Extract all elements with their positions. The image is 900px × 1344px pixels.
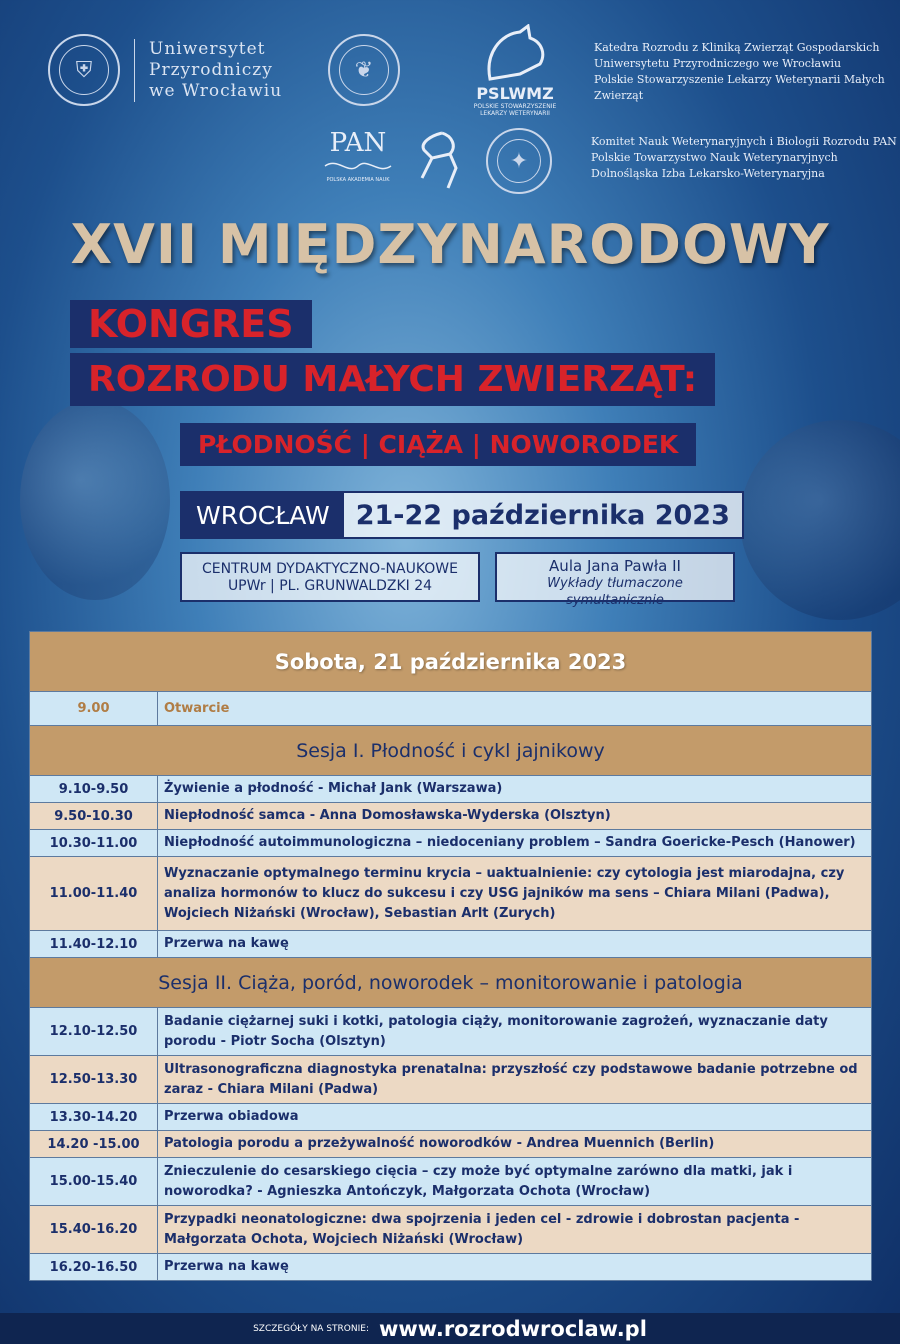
desc-cell: Ultrasonograficzna diagnostyka prenatalna: przyszłość czy podstawowe badanie potrzebne od zaraz - Chiara Milani (Padwa) xyxy=(158,1056,872,1104)
table-row xyxy=(30,1008,872,1056)
table-row xyxy=(30,830,872,857)
university-name-line: Przyrodniczy xyxy=(149,59,273,80)
bird-icon: ✦ xyxy=(497,139,541,183)
pslwmz-fullname-line: POLSKIE STOWARZYSZENIE xyxy=(473,103,557,110)
time-cell: 9.10-9.50 xyxy=(30,776,158,803)
dog-cat-icon xyxy=(480,24,550,84)
main-title: XVII MIĘDZYNARODOWY xyxy=(70,213,830,276)
horse-icon xyxy=(412,128,467,193)
session-header-row xyxy=(30,726,872,776)
pslwmz-logo xyxy=(460,24,570,124)
table-row xyxy=(30,1131,872,1158)
day-header: Sobota, 21 października 2023 xyxy=(30,632,872,692)
event-dates: 21-22 października 2023 xyxy=(344,493,742,537)
table-row xyxy=(30,931,872,958)
crest-icon: ⛨ xyxy=(59,45,109,95)
subtitle: ROZRODU MAŁYCH ZWIERZĄT: xyxy=(70,353,715,406)
university-logo xyxy=(48,34,282,106)
table-row xyxy=(30,692,872,726)
pslwmz-fullname-line: LEKARZY WETERYNARII xyxy=(480,110,550,117)
time-cell: 15.00-15.40 xyxy=(30,1158,158,1206)
desc-cell: Badanie ciężarnej suki i kotki, patologia ciąży, monitorowanie zagrożeń, wyznaczanie daty porodu - Piotr Socha (Olsztyn) xyxy=(158,1008,872,1056)
translation-note: Wykłady tłumaczone symultanicznie xyxy=(547,576,683,608)
time-cell: 14.20 -15.00 xyxy=(30,1131,158,1158)
venue-line: UPWr | PL. GRUNWALDZKI 24 xyxy=(227,578,433,594)
schedule-table xyxy=(29,631,872,1281)
event-city: WROCŁAW xyxy=(182,493,344,537)
time-cell: 10.30-11.00 xyxy=(30,830,158,857)
desc-cell: Niepłodność samca - Anna Domosławska-Wyderska (Olsztyn) xyxy=(158,803,872,830)
desc-cell: Przerwa na kawę xyxy=(158,931,872,958)
website-link[interactable]: www.rozrodwroclaw.pl xyxy=(378,1316,647,1341)
table-row xyxy=(30,1104,872,1131)
desc-cell: Żywienie a płodność - Michał Jank (Warszawa) xyxy=(158,776,872,803)
faculty-seal xyxy=(328,34,400,106)
pan-abbr: PAN xyxy=(329,128,387,158)
background-cell-right xyxy=(740,420,900,620)
time-cell: 12.50-13.30 xyxy=(30,1056,158,1104)
organizer-line: Uniwersytetu Przyrodniczego we Wrocławiu xyxy=(594,57,842,70)
time-cell: 9.50-10.30 xyxy=(30,803,158,830)
venue-aula xyxy=(495,552,735,608)
desc-cell: Przypadki neonatologiczne: dwa spojrzenia i jeden cel - zdrowie i dobrostan pacjenta - Małgorzata Ochota, Wojciech Niżański (Wrocław) xyxy=(158,1206,872,1254)
pan-fullname: POLSKA AKADEMIA NAUK xyxy=(326,177,390,183)
venue-address xyxy=(180,552,480,602)
time-cell: 15.40-16.20 xyxy=(30,1206,158,1254)
footer-bar xyxy=(0,1313,900,1344)
session-title: Sesja II. Ciąża, poród, noworodek – monitorowanie i patologia xyxy=(30,958,872,1008)
horse-logo xyxy=(412,128,467,193)
time-cell: 13.30-14.20 xyxy=(30,1104,158,1131)
table-row xyxy=(30,803,872,830)
table-row xyxy=(30,1158,872,1206)
time-cell: 16.20-16.50 xyxy=(30,1254,158,1281)
organizer-line: Polskie Stowarzyszenie Lekarzy Weterynarii Małych Zwierząt xyxy=(594,73,885,102)
time-cell: 9.00 xyxy=(30,692,158,726)
organizer-line: Dolnośląska Izba Lekarsko-Weterynaryjna xyxy=(591,167,825,180)
aula-name: Aula Jana Pawła II xyxy=(549,557,681,575)
time-cell: 11.00-11.40 xyxy=(30,857,158,931)
organizer-line: Komitet Nauk Weterynaryjnych i Biologii Rozrodu PAN xyxy=(591,135,897,148)
organizer-line: Katedra Rozrodu z Kliniką Zwierząt Gospodarskich xyxy=(594,41,880,54)
background-cell-left xyxy=(20,400,170,600)
venue-line: CENTRUM DYDAKTYCZNO-NAUKOWE xyxy=(202,561,458,577)
university-seal xyxy=(48,34,120,106)
topics-banner: PŁODNOŚĆ | CIĄŻA | NOWORODEK xyxy=(180,423,696,466)
session-title: Sesja I. Płodność i cykl jajnikowy xyxy=(30,726,872,776)
desc-cell: Otwarcie xyxy=(158,692,872,726)
time-cell: 12.10-12.50 xyxy=(30,1008,158,1056)
desc-cell: Patologia porodu a przeżywalność noworodków - Andrea Muennich (Berlin) xyxy=(158,1131,872,1158)
table-row xyxy=(30,776,872,803)
desc-cell: Znieczulenie do cesarskiego cięcia – czy może być optymalne zarówno dla matki, jak i noworodka? - Agnieszka Antończyk, Małgorzata Ochota (Wrocław) xyxy=(158,1158,872,1206)
kongres-title: KONGRES xyxy=(70,300,312,348)
desc-cell: Przerwa obiadowa xyxy=(158,1104,872,1131)
desc-cell: Przerwa na kawę xyxy=(158,1254,872,1281)
organizer-line: Polskie Towarzystwo Nauk Weterynaryjnych xyxy=(591,151,838,164)
desc-cell: Niepłodność autoimmunologiczna – niedoceniany problem – Sandra Goericke-Pesch (Hanower) xyxy=(158,830,872,857)
table-row xyxy=(30,1206,872,1254)
table-row xyxy=(30,1254,872,1281)
desc-cell: Wyznaczanie optymalnego terminu krycia – uaktualnienie: czy cytologia jest miarodajna, czy analiza hormonów to klucz do sukcesu i czy USG jajników ma sens – Chiara Milani (Padwa), Wojciech Niżański (Wrocław), Sebastian Arlt (Zurych) xyxy=(158,857,872,931)
university-name xyxy=(134,39,282,102)
faculty-crest-icon: ❦ xyxy=(339,45,389,95)
pan-logo xyxy=(318,128,398,183)
table-row xyxy=(30,1056,872,1104)
university-name-line: we Wrocławiu xyxy=(149,80,283,101)
event-date-banner xyxy=(180,491,744,539)
session-header-row xyxy=(30,958,872,1008)
day-header-row xyxy=(30,632,872,692)
university-name-line: Uniwersytet xyxy=(149,38,266,59)
organizers-bottom xyxy=(591,134,897,182)
pan-swirl-icon xyxy=(323,159,393,173)
footer-label: SZCZEGÓŁY NA STRONIE: xyxy=(253,1323,369,1334)
time-cell: 11.40-12.10 xyxy=(30,931,158,958)
pslwmz-abbr: PSLWMZ xyxy=(476,84,554,103)
organizers-top xyxy=(594,40,900,104)
table-row xyxy=(30,857,872,931)
izba-seal xyxy=(486,128,552,194)
